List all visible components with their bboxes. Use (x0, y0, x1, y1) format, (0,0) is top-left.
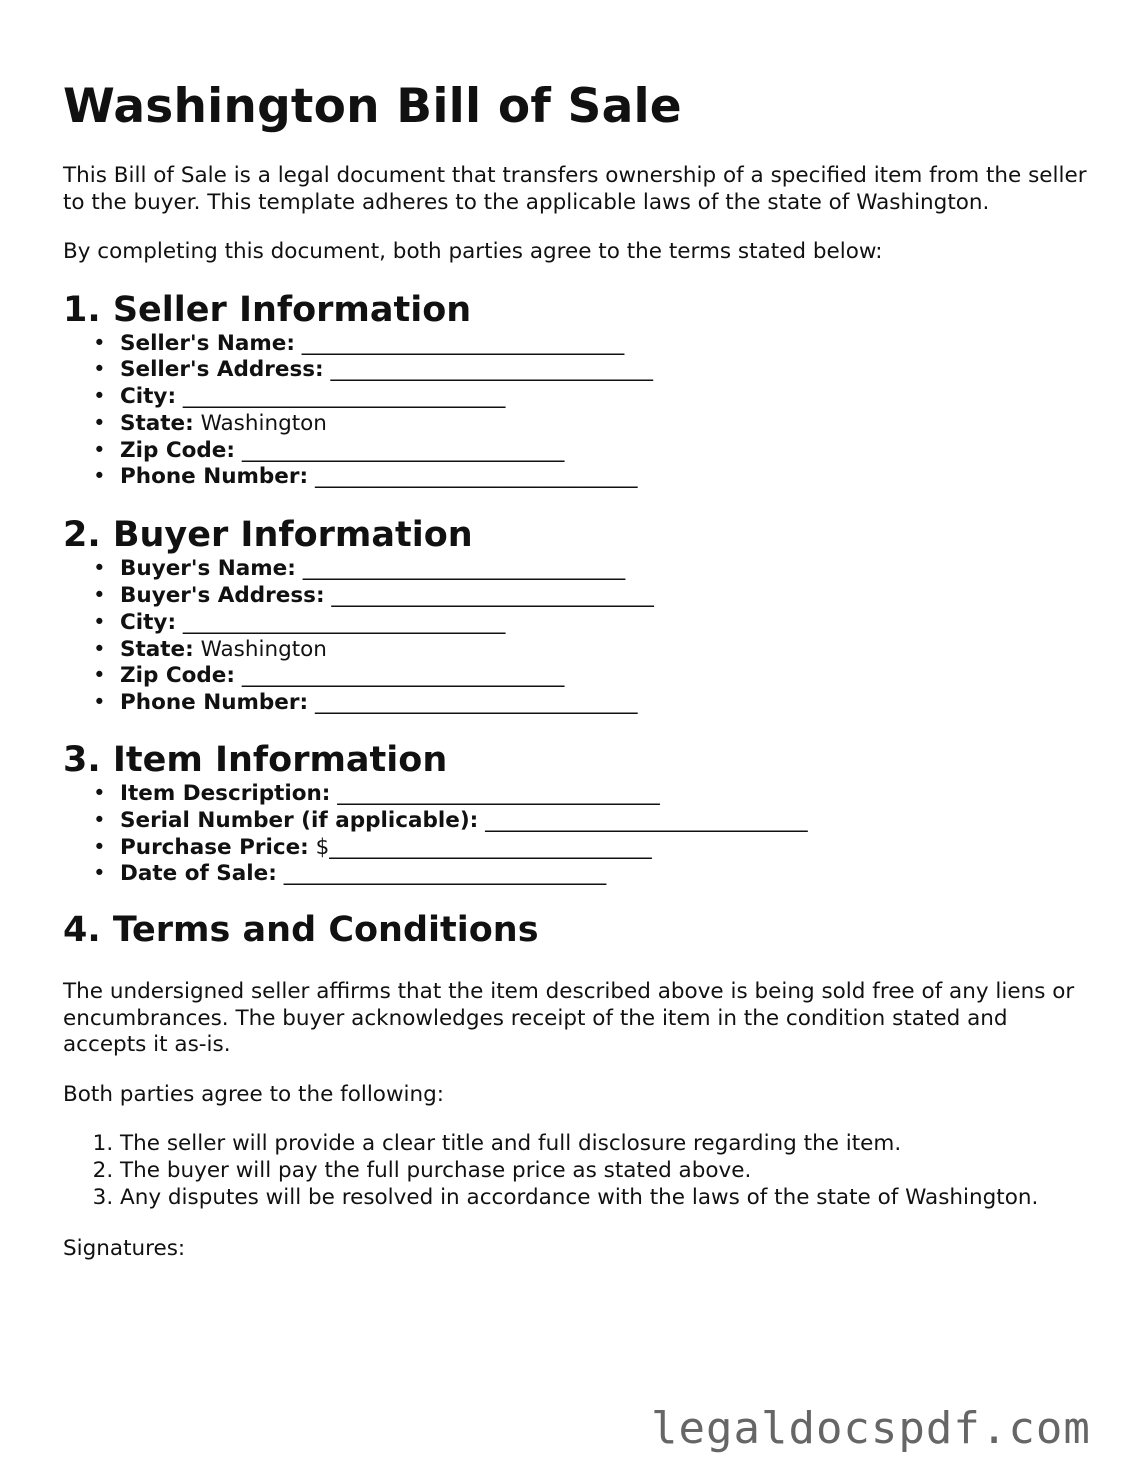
field-label: City: (120, 609, 177, 635)
watermark-text: legaldocspdf.com (651, 1403, 1091, 1454)
section-heading-terms: 4. Terms and Conditions (63, 910, 539, 951)
field-label: State: (120, 636, 194, 662)
list-item: 2. The buyer will pay the full purchase price as stated above. (120, 1158, 1093, 1185)
list-item (120, 637, 1093, 664)
buyer-field-list (63, 556, 1093, 717)
field-label: Zip Code: (120, 663, 235, 689)
terms-list (63, 1131, 1093, 1211)
list-item (120, 384, 1093, 411)
field-value: ______________________________ (302, 556, 626, 582)
page-title: Washington Bill of Sale (63, 79, 682, 134)
signatures-label: Signatures: (63, 1235, 186, 1261)
field-label: Serial Number (if applicable): (120, 807, 479, 833)
item-field-list (63, 781, 1093, 888)
list-item (120, 438, 1093, 465)
field-value: Washington (200, 410, 327, 436)
agreement-line: By completing this document, both parties agree to the terms stated below: (63, 239, 883, 264)
list-item (120, 411, 1093, 438)
list-item (120, 861, 1093, 888)
field-label: Date of Sale: (120, 861, 277, 887)
seller-field-list (63, 331, 1093, 492)
list-item (120, 690, 1093, 717)
both-parties-line: Both parties agree to the following: (63, 1081, 445, 1107)
section-heading-buyer: 2. Buyer Information (63, 515, 473, 556)
field-value: ______________________________ (182, 384, 506, 410)
field-label: Buyer's Name: (120, 556, 296, 582)
field-value: ______________________________ (314, 690, 638, 716)
list-item (120, 835, 1093, 862)
list-item (120, 663, 1093, 690)
field-label: Buyer's Address: (120, 583, 325, 609)
list-item (120, 583, 1093, 610)
field-value: ______________________________ (337, 781, 660, 807)
field-value: ______________________________ (314, 464, 638, 490)
field-value: ______________________________ (331, 583, 654, 609)
field-value: ______________________________ (182, 609, 506, 635)
field-value: ______________________________ (241, 663, 565, 689)
field-label: Seller's Address: (120, 357, 324, 383)
field-value: ______________________________ (241, 437, 565, 463)
list-item (120, 464, 1093, 491)
field-label: City: (120, 384, 177, 410)
list-item (120, 808, 1093, 835)
section-heading-seller: 1. Seller Information (63, 289, 472, 330)
field-value: $______________________________ (315, 834, 652, 860)
field-value: Washington (200, 636, 327, 662)
field-value: ______________________________ (485, 807, 808, 833)
field-value: ______________________________ (301, 330, 625, 356)
list-item: 3. Any disputes will be resolved in accordance with the laws of the state of Washington. (120, 1185, 1093, 1212)
list-item (120, 357, 1093, 384)
field-label: State: (120, 410, 194, 436)
field-label: Seller's Name: (120, 330, 295, 356)
list-item: 1. The seller will provide a clear title and full disclosure regarding the item. (120, 1131, 1093, 1158)
terms-paragraph: The undersigned seller affirms that the item described above is being sold free of any liens or encumbrances. The buyer acknowledges receipt of the item in the condition stated and accepts it as-is. (63, 979, 1075, 1058)
field-label: Phone Number: (120, 690, 309, 716)
field-label: Phone Number: (120, 464, 309, 490)
field-label: Item Description: (120, 781, 331, 807)
field-label: Purchase Price: (120, 834, 309, 860)
list-item (120, 556, 1093, 583)
field-value: ______________________________ (283, 861, 607, 887)
list-item (120, 331, 1093, 358)
field-label: Zip Code: (120, 437, 235, 463)
list-item (120, 781, 1093, 808)
document-page (63, 0, 1093, 1262)
intro-paragraph: This Bill of Sale is a legal document that transfers ownership of a specified item from the seller to the buyer. This template adheres to the applicable laws of the state of Washington. (63, 163, 1087, 215)
section-heading-item: 3. Item Information (63, 740, 448, 781)
field-value: ______________________________ (330, 357, 653, 383)
list-item (120, 610, 1093, 637)
